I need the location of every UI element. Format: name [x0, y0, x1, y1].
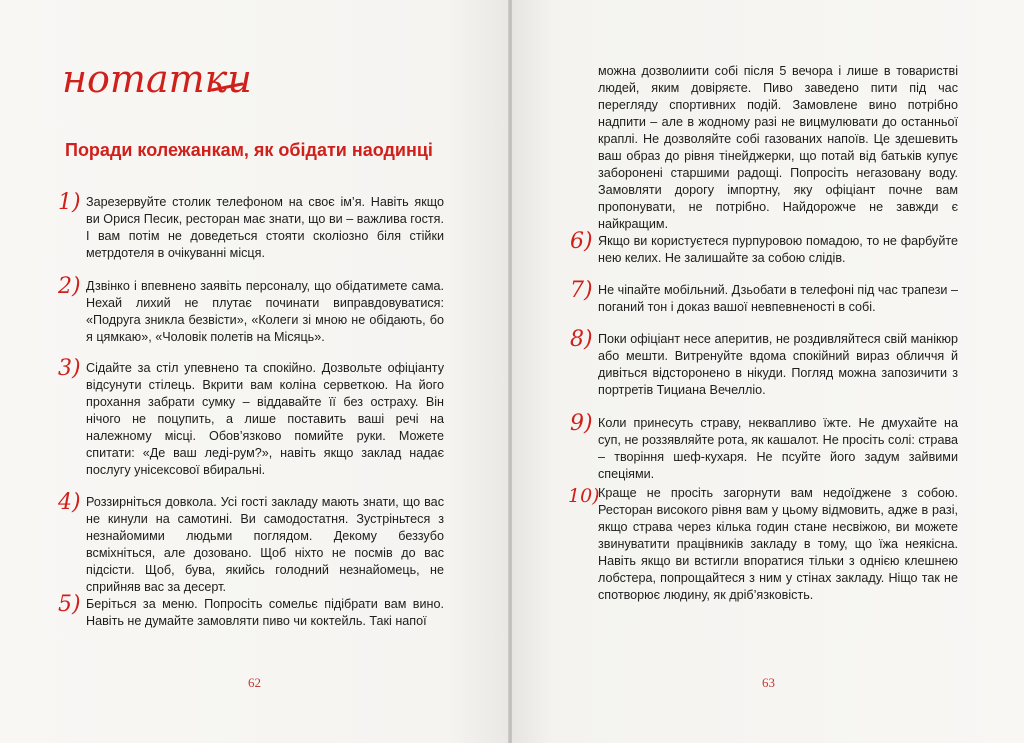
tip-item-3	[58, 356, 444, 479]
tip-number: 10)	[568, 485, 600, 507]
tip-item-6	[570, 229, 958, 267]
page-title: Поради колежанкам, як обідати наодинці	[65, 140, 433, 160]
tip-number: 4)	[58, 490, 81, 515]
handwritten-logo-icon	[62, 57, 252, 104]
tip-item-10	[568, 485, 958, 604]
tip-text: Дзвінко і впевнено заявіть персоналу, що обідатимете сама. Нехай лихий не плутає починати виправдовуватися: «Подруга зникла безвісти», «Колеги зі мною не обідають, бо я цямкаю», «Чоловік полетів на Місяць».	[86, 279, 444, 344]
tip-item-9	[570, 411, 958, 483]
tip-text: Зарезервуйте столик телефоном на своє ім’я. Навіть якщо ви Орися Песик, ресторан має знати, що ви – важлива гостя. І вам потім не доведеться стояти сколіозно біля стійки метрдотеля в очікуванні місця.	[86, 195, 444, 260]
tip-number: 6)	[570, 229, 593, 254]
page-number: 62	[248, 675, 261, 690]
tip-item-4	[58, 490, 444, 596]
continued-text: можна дозволиити собі після 5 вечора і лише в товаристві людей, яким довіряєте. Пиво заведено пити під час перегляду спортивних подій. Замовлене вино потрібно надпити – але в жодному разі не вицмулювати до останньої краплі. Не дозволяйте собі газованих напоїв. Це здешевить ваш образ до рівня тінейджерки, що потай від батьків купує заборонені старшими радощі. Попросіть негазовану воду. Замовляти дорогу імпортну, яку офіціант почне вам пропонувати, не потрібно. Найдорожче не завжди є найкращим.	[598, 64, 958, 231]
tip-number: 5)	[58, 592, 81, 617]
right-page	[512, 0, 1024, 743]
tip-text: Коли принесуть страву, неквапливо їжте. Не дмухайте на суп, не роззявляйте рота, як кашалот. Не просіть солі: страва – творіння шеф-кухаря. Не псуйте його задум зайвими спеціями.	[598, 416, 958, 481]
tip-text: Сідайте за стіл упевнено та спокійно. Дозвольте офіціанту відсунути стілець. Вкрити вам коліна серветкою. На його прохання забрати сумку – віддавайте її без остраху. Він нічого не поцупить, а лише поставить ваші речі на належному місці. Обов’язково помийте руки. Можете спитати: «Де ваш леді-рум?», навіть якщо заклад надає послугу унісексової вбиральні.	[86, 361, 444, 477]
tip-item-2	[58, 274, 444, 346]
tip-text: Роззирніться довкола. Усі гості закладу мають знати, що вас не кинули на самотині. Ви самодостатня. Зустріньтеся з незнайомими людьми поглядом. Декому беззубо всміхніться, але дозовано. Щоб ніхто не посмів до вас підсісти. Щоб, бува, якийсь голодний незнайомець, не сприйняв вас за десерт.	[86, 495, 444, 594]
tip-text: Не чіпайте мобільний. Дзьобати в телефоні під час трапези – поганий тон і доказ вашої невпевненості в собі.	[598, 283, 958, 314]
tip-text: Поки офіціант несе аперитив, не роздивляйтеся свій манікюр або мешти. Витренуйте вдома спокійний вираз обличчя й дивіться відсторонено в нікуди. Погляд можна запозичити з портретів Тициана Вечелліо.	[598, 332, 958, 397]
tip-number: 7)	[570, 278, 593, 303]
tip-item-1	[58, 190, 444, 262]
left-page	[0, 0, 509, 743]
tip-number: 9)	[570, 411, 593, 436]
tip-text: Якщо ви користуєтеся пурпуровою помадою, то не фарбуйте нею келих. Не залишайте за собою слідів.	[598, 234, 958, 265]
tip-number: 8)	[570, 327, 593, 352]
tip-number: 1)	[58, 190, 81, 215]
tip-item-5	[58, 592, 444, 630]
logo-lettering: нотатки	[62, 57, 252, 101]
tip-item-8	[570, 327, 958, 399]
notes-logo	[62, 57, 252, 104]
tip-item-7	[570, 278, 958, 316]
tip-number: 3)	[58, 356, 81, 381]
tip-number: 2)	[58, 274, 81, 299]
tip-text: Краще не просіть загорнути вам недоїджене з собою. Ресторан високого рівня вам у цьому відмовить, адже в разі, якщо страва через кілька годин стане несвіжою, ви можете звинуватити працівників закладу в тому, що їжа неякісна. Навіть якщо ви встигли впоратися тільки з однією клешнею лобстера, попрощайтеся з ним у стінах закладу. Ніщо так не спотворює людину, як дріб’язковість.	[598, 486, 958, 602]
tip-text: Беріться за меню. Попросіть сомельє підібрати вам вино. Навіть не думайте замовляти пиво чи коктейль. Такі напої	[86, 597, 444, 628]
page-number: 63	[762, 675, 775, 690]
